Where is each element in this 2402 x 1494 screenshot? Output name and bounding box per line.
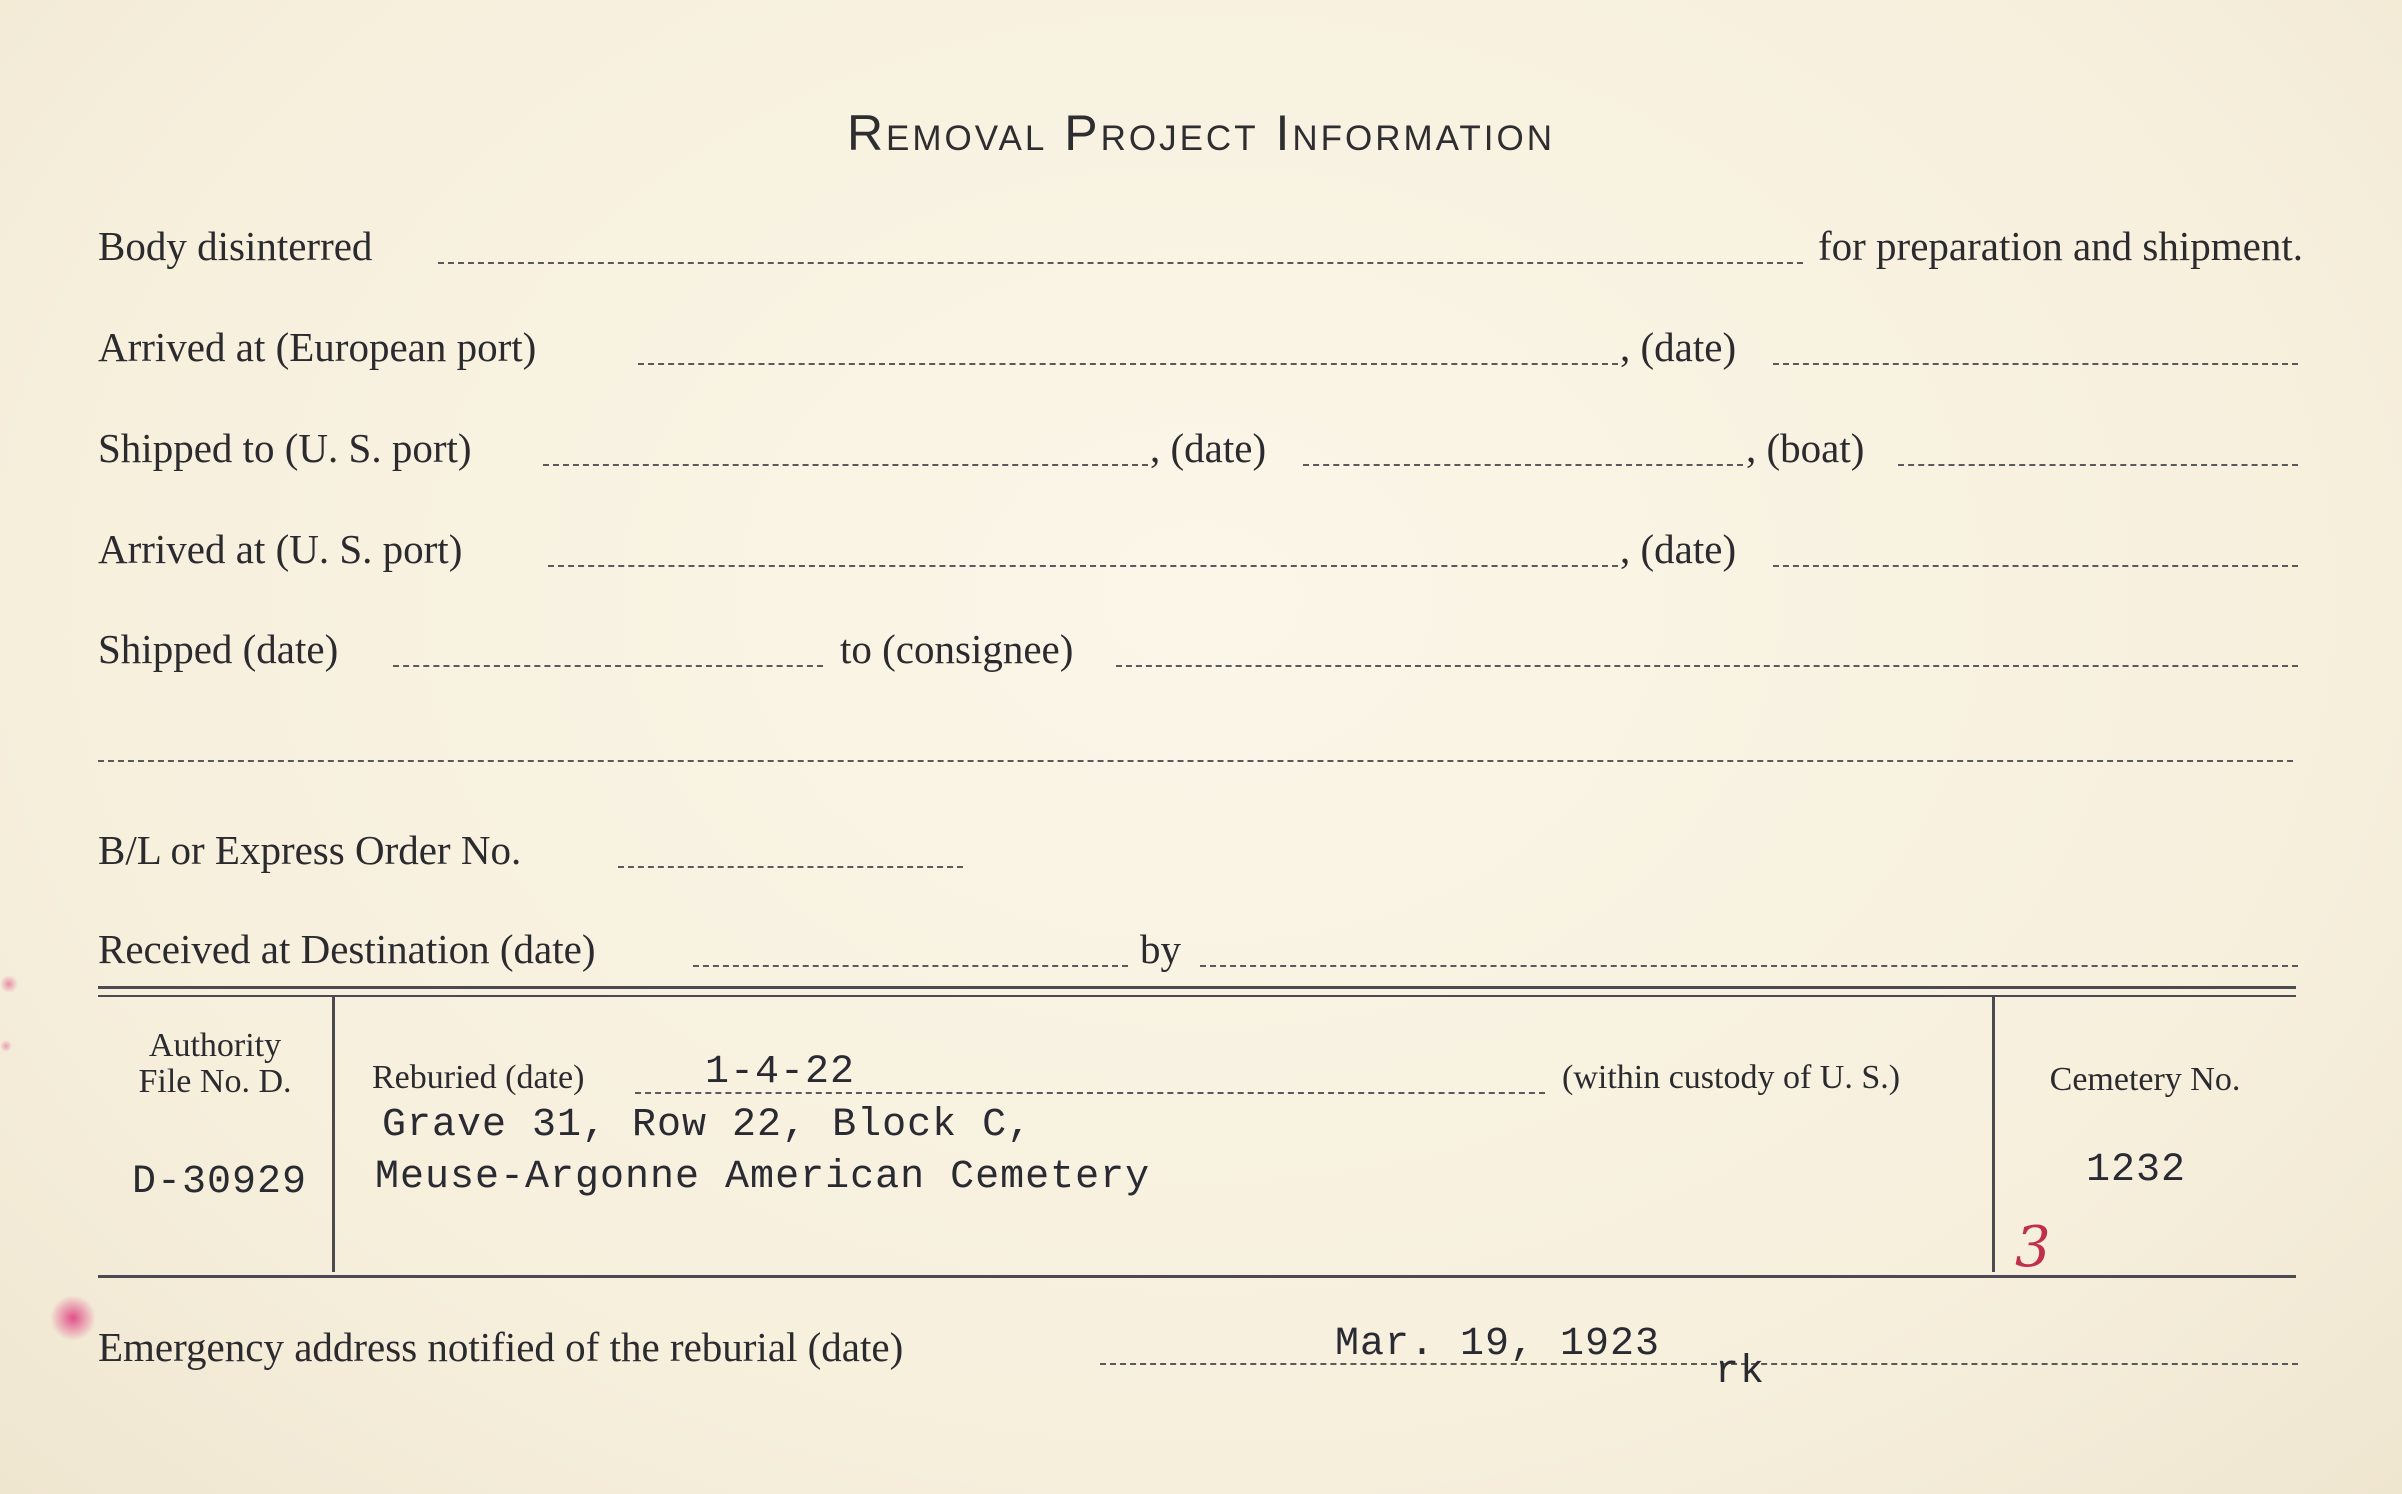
row-shipped-us bbox=[98, 424, 2298, 484]
consignee-line[interactable] bbox=[1116, 665, 2298, 667]
date-label-2: , (date) bbox=[1150, 425, 1267, 471]
arrived-european-line[interactable] bbox=[638, 363, 1618, 365]
emergency-date: Mar. 19, 1923 bbox=[1335, 1322, 1661, 1367]
arrived-european-label: Arrived at (European port) bbox=[98, 324, 537, 370]
by-label: by bbox=[1140, 926, 1181, 972]
shipped-us-line[interactable] bbox=[543, 464, 1148, 466]
bl-line[interactable] bbox=[618, 866, 963, 868]
received-line[interactable] bbox=[693, 965, 1128, 967]
shipped-date-label: Shipped (date) bbox=[98, 626, 339, 672]
authority-label: Authority File No. D. bbox=[138, 1027, 292, 1100]
arrived-us-label: Arrived at (U. S. port) bbox=[98, 526, 463, 572]
ink-stain-small bbox=[0, 975, 18, 993]
reburied-line[interactable] bbox=[635, 1092, 1545, 1094]
consignee-continuation-line[interactable] bbox=[98, 760, 2293, 762]
box-top-rule-inner bbox=[98, 995, 2296, 997]
emergency-line[interactable] bbox=[1100, 1363, 2298, 1365]
consignee-label: to (consignee) bbox=[840, 626, 1074, 672]
row-body-disinterred bbox=[98, 222, 2304, 282]
arrived-us-line[interactable] bbox=[548, 565, 1618, 567]
date-line-1[interactable] bbox=[1773, 363, 2298, 365]
shipped-us-label: Shipped to (U. S. port) bbox=[98, 425, 472, 471]
body-disinterred-line[interactable] bbox=[438, 262, 1803, 264]
row-arrived-us bbox=[98, 525, 2298, 585]
row-shipped-date bbox=[98, 625, 2298, 685]
pen-mark: 3 bbox=[2015, 1215, 2051, 1280]
box-divider-left bbox=[332, 997, 335, 1272]
authority-value: D-30929 bbox=[132, 1160, 308, 1205]
date-line-2[interactable] bbox=[1303, 464, 1743, 466]
date-label-3: , (date) bbox=[1620, 526, 1737, 572]
ink-stain bbox=[50, 1295, 96, 1341]
body-disinterred-label: Body disinterred bbox=[98, 223, 373, 269]
ink-stain-small bbox=[0, 1040, 12, 1052]
date-line-3[interactable] bbox=[1773, 565, 2298, 567]
boat-label: , (boat) bbox=[1746, 425, 1865, 471]
reburied-value: 1-4-22 bbox=[705, 1050, 856, 1095]
shipped-date-line[interactable] bbox=[393, 665, 823, 667]
page-title: Removal Project Information bbox=[846, 105, 1556, 161]
row-bl bbox=[98, 826, 2298, 886]
cemetery-value: 1232 bbox=[2086, 1148, 2187, 1193]
row-arrived-european bbox=[98, 323, 2298, 383]
for-prep-label: for preparation and shipment. bbox=[1818, 223, 2304, 269]
date-label-1: , (date) bbox=[1620, 324, 1737, 370]
box-divider-right bbox=[1992, 997, 1995, 1272]
row-emergency bbox=[98, 1323, 2298, 1383]
boat-line[interactable] bbox=[1898, 464, 2298, 466]
grave-line-1: Grave 31, Row 22, Block C, bbox=[382, 1103, 1033, 1148]
reburied-label: Reburied (date) bbox=[372, 1059, 585, 1096]
row-received bbox=[98, 925, 2298, 985]
by-line[interactable] bbox=[1200, 965, 2298, 967]
custody-label: (within custody of U. S.) bbox=[1562, 1059, 1901, 1096]
box-bottom-rule bbox=[98, 1275, 2296, 1278]
cemetery-label: Cemetery No. bbox=[2049, 1061, 2241, 1098]
received-label: Received at Destination (date) bbox=[98, 926, 596, 972]
emergency-label: Emergency address notified of the reburial (date) bbox=[98, 1324, 904, 1370]
box-top-rule bbox=[98, 986, 2296, 989]
bl-label: B/L or Express Order No. bbox=[98, 827, 522, 873]
emergency-initials: rk bbox=[1715, 1350, 1766, 1395]
grave-line-2: Meuse-Argonne American Cemetery bbox=[375, 1155, 1151, 1200]
